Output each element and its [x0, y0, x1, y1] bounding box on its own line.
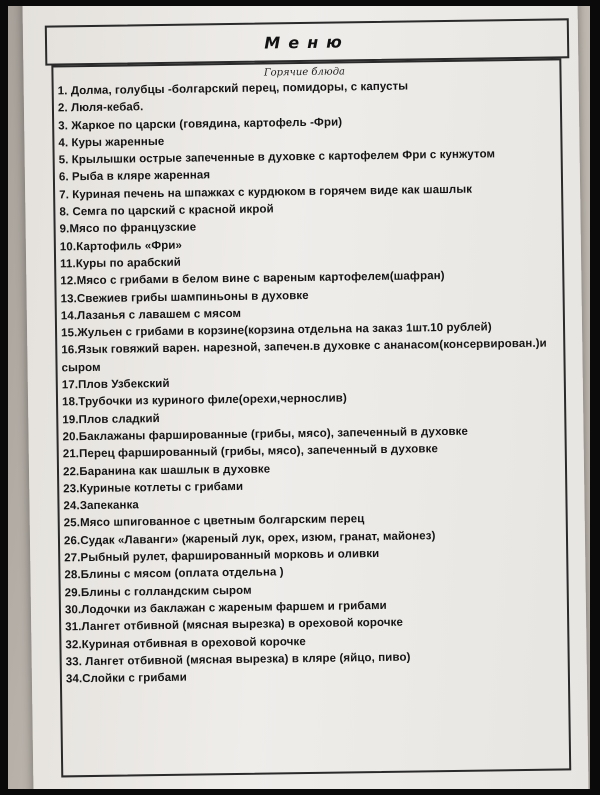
menu-item: 11.Куры по арабский: [60, 256, 181, 271]
menu-item: 27.Рыбный рулет, фаршированный морковь и оливки: [64, 548, 380, 565]
menu-item: 5. Крылышки острые запеченные в духовке с картофелем Фри с кунжутом: [58, 148, 496, 167]
menu-item: 31.Лангет отбивной (мясная вырезка) в ореховой корочке: [65, 616, 404, 634]
menu-item: 26.Судак «Лаванги» (жареный лук, орех, изюм, гранат, майонез): [63, 529, 436, 548]
menu-title: Меню: [264, 31, 350, 53]
menu-item: 3. Жаркое по царски (говядина, картофель -Фри): [58, 116, 343, 133]
menu-sheet: [22, 6, 588, 789]
menu-item: 6. Рыба в кляре жаренная: [58, 169, 211, 184]
menu-item: 24.Запеканка: [63, 499, 139, 513]
menu-item: 18.Трубочки из куриного филе(орехи,чернослив): [61, 392, 347, 409]
menu-item: 22.Баранина как шашлык в духовке: [62, 463, 271, 478]
menu-items: [58, 77, 560, 689]
menu-item: 17.Плов Узбекский: [61, 377, 170, 392]
photo-background: [8, 6, 590, 789]
menu-item: 30.Лодочки из баклажан с жареным фаршем и грибами: [64, 599, 387, 617]
menu-item: 10.Картофиль «Фри»: [59, 239, 183, 254]
menu-item: 21.Перец фаршированный (грибы, мясо), запеченный в духовке: [62, 443, 439, 461]
menu-item: 20.Баклажаны фаршированные (грибы, мясо), запеченный в духовке: [62, 425, 469, 444]
menu-item: 8. Семга по царский с красной икрой: [59, 203, 274, 219]
menu-item: 16.Язык говяжий варен. нарезной, запечен.в духовке с ананасом(консервирован.)и сыром: [61, 338, 547, 375]
menu-item: 25.Мясо шпигованное с цветным болгарским перец: [63, 513, 365, 530]
menu-item: 12.Мясо с грибами в белом вине с вареным картофелем(шафран): [60, 270, 445, 288]
menu-item: 14.Лазанья с лавашем с мясом: [60, 307, 242, 323]
menu-item: 29.Блины с голландским сыром: [64, 584, 252, 599]
menu-item: 23.Куриные котлеты с грибами: [63, 480, 244, 496]
menu-item: 34.Слойки с грибами: [65, 671, 188, 686]
menu-item: 15.Жульен с грибами в корзине(корзина отдельна на заказ 1шт.10 рублей): [61, 321, 492, 340]
menu-item: 4. Куры жаренные: [58, 135, 165, 150]
menu-item: 32.Куриная отбивная в ореховой корочке: [65, 635, 306, 651]
menu-item: 19.Плов сладкий: [62, 412, 160, 427]
section-title: Горячие блюда: [263, 66, 346, 79]
menu-item: 13.Свежиев грибы шампиньоны в духовке: [60, 289, 309, 305]
menu-item: 2. Люля-кебаб.: [57, 101, 144, 115]
menu-item: 33. Лангет отбивной (мясная вырезка) в кляре (яйцо, пиво): [65, 651, 411, 669]
menu-item: 9.Мясо по французские: [59, 221, 197, 236]
menu-item: 1. Долма, голубцы -болгарский перец, помидоры, с капусты: [57, 80, 409, 98]
menu-item: 7. Куриная печень на шпажках с курдюком в горячем виде как шашлык: [59, 183, 473, 202]
menu-list-frame: [51, 58, 571, 777]
menu-item: 28.Блины с мясом (оплата отдельна ): [64, 566, 284, 582]
